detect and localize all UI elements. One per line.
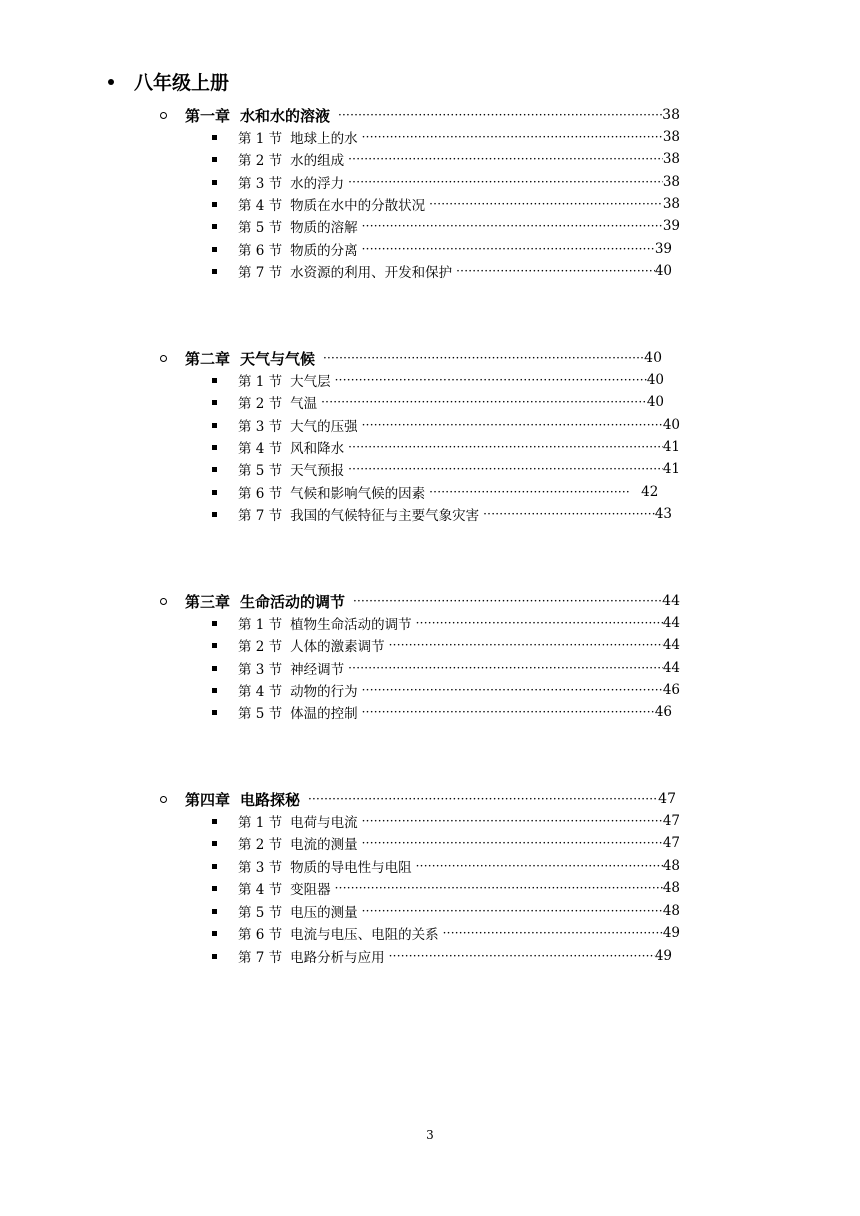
bullet-square-icon (212, 269, 217, 274)
section-title: 大气层 (290, 374, 331, 390)
toc-chapter-2[interactable] (160, 348, 662, 368)
toc-section[interactable] (212, 370, 664, 390)
section-page: 44 (662, 660, 680, 676)
section-number: 第 3 节 (238, 419, 283, 435)
page-number: 3 (426, 1128, 434, 1142)
section-number: 第 3 节 (238, 860, 283, 876)
dot-leader (416, 616, 663, 630)
section-page: 43 (654, 506, 672, 522)
toc-section[interactable] (212, 504, 672, 524)
section-page: 44 (662, 637, 680, 653)
section-number: 第 5 节 (238, 463, 283, 479)
dot-leader (429, 197, 663, 211)
dot-leader (308, 792, 658, 806)
section-title: 体温的控制 (290, 706, 358, 722)
section-title: 物质的导电性与电阻 (290, 860, 412, 876)
section-page: 38 (662, 151, 680, 167)
toc-section[interactable] (212, 194, 680, 214)
dot-leader (348, 152, 663, 166)
section-title: 变阻器 (290, 882, 331, 898)
bullet-square-icon (212, 467, 217, 472)
dot-leader (362, 219, 663, 233)
bullet-square-icon (212, 224, 217, 229)
section-page: 40 (646, 372, 664, 388)
section-page: 47 (662, 813, 680, 829)
toc-section[interactable] (212, 216, 680, 236)
section-number: 第 4 节 (238, 882, 283, 898)
section-number: 第 6 节 (238, 927, 283, 943)
section-title: 电荷与电流 (290, 815, 358, 831)
dot-leader (348, 661, 663, 675)
toc-section[interactable] (212, 878, 680, 898)
section-title: 物质的分离 (290, 243, 358, 259)
section-title: 物质在水中的分散状况 (290, 198, 426, 214)
bullet-square-icon (212, 643, 217, 648)
dot-leader (362, 904, 663, 918)
dot-leader (348, 175, 663, 189)
section-number: 第 4 节 (238, 684, 283, 700)
section-title: 我国的气候特征与主要气象灾害 (290, 508, 480, 524)
chapter-title: 水和水的溶液 (240, 106, 331, 125)
toc-section[interactable] (212, 437, 680, 457)
section-title: 地球上的水 (290, 131, 358, 147)
dot-leader (335, 373, 647, 387)
bullet-square-icon (212, 819, 217, 824)
dot-leader (362, 242, 655, 256)
chapter-title: 电路探秘 (240, 790, 301, 809)
dot-leader (389, 949, 655, 963)
section-page: 39 (654, 241, 672, 257)
toc-section[interactable] (212, 635, 680, 655)
bullet-square-icon (212, 886, 217, 891)
section-page: 46 (654, 704, 672, 720)
section-number: 第 1 节 (238, 617, 283, 633)
toc-section[interactable] (212, 392, 664, 412)
section-title: 电压的测量 (290, 905, 358, 921)
volume-title: 八年级上册 (134, 72, 230, 94)
section-title: 大气的压强 (290, 419, 358, 435)
section-number: 第 4 节 (238, 198, 283, 214)
volume-heading (108, 68, 229, 95)
dot-leader (416, 859, 663, 873)
chapter-number: 第一章 (185, 106, 231, 125)
section-page: 40 (646, 394, 664, 410)
section-number: 第 5 节 (238, 706, 283, 722)
dot-leader (483, 507, 655, 521)
toc-section[interactable] (212, 901, 680, 921)
dot-leader (348, 462, 663, 476)
toc-section[interactable] (212, 923, 680, 943)
section-number: 第 5 节 (238, 905, 283, 921)
section-page: 38 (662, 174, 680, 190)
bullet-circle-icon (160, 796, 167, 803)
bullet-square-icon (212, 621, 217, 626)
section-number: 第 7 节 (238, 265, 283, 281)
section-page: 40 (662, 417, 680, 433)
bullet-square-icon (212, 180, 217, 185)
toc-section[interactable] (212, 658, 680, 678)
section-page: 44 (662, 615, 680, 631)
section-number: 第 1 节 (238, 374, 283, 390)
section-page: 49 (662, 925, 680, 941)
bullet-square-icon (212, 512, 217, 517)
section-title: 动物的行为 (290, 684, 358, 700)
bullet-circle-icon (160, 112, 167, 119)
section-page: 48 (662, 903, 680, 919)
section-number: 第 5 节 (238, 220, 283, 236)
section-title: 水的组成 (290, 153, 345, 169)
bullet-square-icon (212, 666, 217, 671)
bullet-square-icon (212, 247, 217, 252)
section-number: 第 2 节 (238, 153, 283, 169)
bullet-square-icon (212, 445, 217, 450)
toc-section[interactable] (212, 459, 680, 479)
dot-leader (323, 351, 644, 365)
bullet-square-icon (212, 490, 217, 495)
section-title: 电路分析与应用 (290, 950, 385, 966)
bullet-square-icon (212, 954, 217, 959)
section-title: 风和降水 (290, 441, 345, 457)
bullet-square-icon (212, 157, 217, 162)
dot-leader (389, 638, 663, 652)
section-page: 41 (662, 461, 680, 477)
toc-section[interactable] (212, 856, 680, 876)
toc-section[interactable] (212, 261, 672, 281)
toc-section[interactable] (212, 811, 680, 831)
toc-section[interactable] (212, 149, 680, 169)
toc-section[interactable] (212, 613, 680, 633)
dot-leader (362, 683, 663, 697)
section-title: 神经调节 (290, 662, 345, 678)
toc-section[interactable] (212, 946, 672, 966)
bullet-square-icon (212, 710, 217, 715)
bullet-square-icon (212, 909, 217, 914)
toc-section[interactable] (212, 680, 680, 700)
dot-leader (362, 418, 663, 432)
section-number: 第 1 节 (238, 131, 283, 147)
section-number: 第 1 节 (238, 815, 283, 831)
section-page: 48 (662, 858, 680, 874)
bullet-square-icon (212, 864, 217, 869)
section-number: 第 2 节 (238, 396, 283, 412)
section-page: 38 (662, 196, 680, 212)
toc-section[interactable] (212, 833, 680, 853)
chapter-number: 第三章 (185, 592, 231, 611)
chapter-title: 天气与气候 (240, 349, 316, 368)
section-title: 气候和影响气候的因素 (290, 486, 426, 502)
section-title: 植物生命活动的调节 (290, 617, 412, 633)
bullet-square-icon (212, 688, 217, 693)
section-number: 第 6 节 (238, 243, 283, 259)
dot-leader (362, 836, 663, 850)
toc-section[interactable] (212, 172, 680, 192)
dot-leader (338, 108, 662, 122)
dot-leader (362, 130, 663, 144)
section-page: 39 (662, 218, 680, 234)
dot-leader (335, 881, 663, 895)
section-page: 46 (662, 682, 680, 698)
section-page: 42 (641, 484, 659, 500)
section-page: 47 (662, 835, 680, 851)
chapter-page: 44 (662, 593, 680, 609)
section-title: 气温 (290, 396, 318, 412)
toc-chapter-4[interactable] (160, 789, 676, 809)
toc-section[interactable] (212, 239, 672, 259)
section-page: 41 (662, 439, 680, 455)
section-page: 49 (654, 948, 672, 964)
bullet-square-icon (212, 931, 217, 936)
section-number: 第 6 节 (238, 486, 283, 502)
chapter-page: 38 (662, 107, 680, 123)
chapter-title: 生命活动的调节 (240, 592, 346, 611)
bullet-square-icon (212, 400, 217, 405)
bullet-square-icon (212, 135, 217, 140)
section-number: 第 3 节 (238, 662, 283, 678)
bullet-square-icon (212, 423, 217, 428)
bullet-square-icon (212, 202, 217, 207)
section-number: 第 7 节 (238, 508, 283, 524)
section-title: 天气预报 (290, 463, 345, 479)
toc-chapter-1[interactable] (160, 105, 680, 125)
section-title: 电流的测量 (290, 837, 358, 853)
section-title: 水的浮力 (290, 176, 345, 192)
toc-section[interactable] (212, 482, 680, 502)
toc-section[interactable] (212, 415, 680, 435)
dot-leader (362, 705, 655, 719)
toc-section[interactable] (212, 702, 672, 722)
section-title: 物质的溶解 (290, 220, 358, 236)
dot-leader (362, 814, 663, 828)
section-title: 人体的激素调节 (290, 639, 385, 655)
dot-leader (429, 485, 629, 499)
chapter-number: 第四章 (185, 790, 231, 809)
bullet-square-icon (212, 841, 217, 846)
bullet-disc-icon (108, 79, 114, 85)
section-number: 第 7 节 (238, 950, 283, 966)
dot-leader (353, 594, 662, 608)
bullet-square-icon (212, 378, 217, 383)
dot-leader (443, 926, 663, 940)
bullet-circle-icon (160, 355, 167, 362)
section-number: 第 2 节 (238, 837, 283, 853)
section-page: 40 (654, 263, 672, 279)
bullet-circle-icon (160, 598, 167, 605)
section-page: 48 (662, 880, 680, 896)
section-title: 水资源的利用、开发和保护 (290, 265, 453, 281)
section-title: 电流与电压、电阻的关系 (290, 927, 439, 943)
chapter-page: 47 (658, 791, 676, 807)
section-number: 第 2 节 (238, 639, 283, 655)
chapter-number: 第二章 (185, 349, 231, 368)
chapter-page: 40 (644, 350, 662, 366)
toc-chapter-3[interactable] (160, 591, 680, 611)
section-page: 38 (662, 129, 680, 145)
toc-section[interactable] (212, 127, 680, 147)
dot-leader (348, 440, 663, 454)
dot-leader (456, 264, 655, 278)
section-number: 第 3 节 (238, 176, 283, 192)
dot-leader (321, 395, 647, 409)
section-number: 第 4 节 (238, 441, 283, 457)
